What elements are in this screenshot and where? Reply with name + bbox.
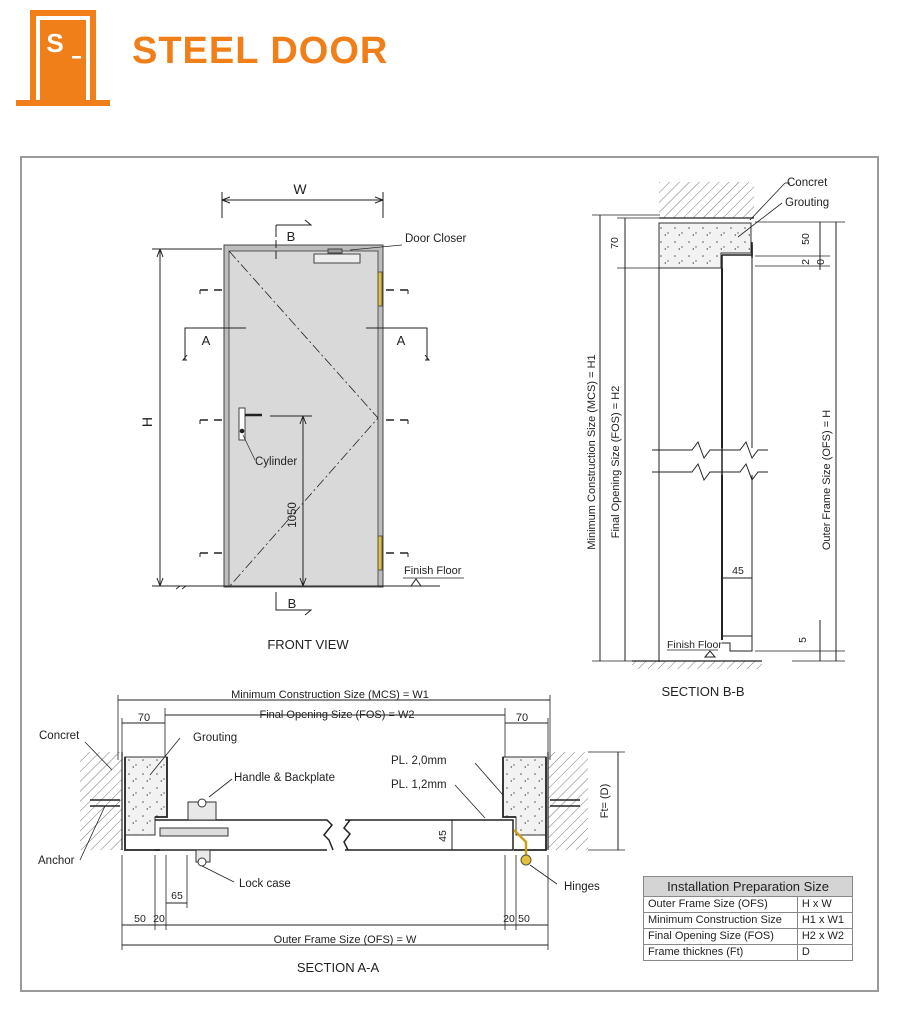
table-cell-label: Minimum Construction Size — [644, 913, 798, 929]
table-cell-value: H2 x W2 — [797, 929, 852, 945]
aa-dim-20-right: 20 — [503, 913, 515, 925]
table-cell-value: H x W — [797, 897, 852, 913]
table-cell-label: Frame thicknes (Ft) — [644, 945, 798, 961]
bb-fos-h2: Final Opening Size (FOS) = H2 — [610, 385, 622, 539]
aa-dim-65: 65 — [171, 890, 183, 902]
aa-ofs-w: Outer Frame Size (OFS) = W — [273, 934, 417, 946]
width-label: W — [293, 181, 307, 197]
table-row — [644, 897, 853, 913]
aa-fos-w2: Final Opening Size (FOS) = W2 — [259, 709, 415, 721]
cylinder-label: Cylinder — [255, 456, 298, 468]
aa-dim-70-left: 70 — [137, 712, 151, 724]
aa-dim-45: 45 — [437, 830, 449, 842]
aa-mcs-w1: Minimum Construction Size (MCS) = W1 — [231, 689, 429, 701]
table-cell-value: D — [797, 945, 852, 961]
bb-dim-0: 0 — [815, 259, 827, 265]
installation-table — [643, 876, 853, 961]
bb-dim-70: 70 — [609, 237, 621, 249]
section-a-left: A — [201, 333, 211, 348]
table-row — [644, 913, 853, 929]
aa-dim-20-left: 20 — [153, 913, 165, 925]
aa-ft-dim: Ft= (D) — [599, 783, 611, 819]
height-label: H — [139, 416, 155, 428]
bb-finish-floor: Finish Floor — [667, 639, 722, 651]
section-b-top: B — [286, 229, 296, 244]
section-aa-caption: SECTION A-A — [296, 960, 380, 975]
aa-pl12-label: PL. 1,2mm — [391, 779, 447, 791]
front-view-caption: FRONT VIEW — [267, 637, 349, 652]
aa-dim-70-right: 70 — [515, 712, 529, 724]
section-bb-caption: SECTION B-B — [661, 684, 745, 699]
table-title: Installation Preparation Size — [644, 877, 853, 897]
front-view — [152, 192, 464, 615]
aa-handle-backplate-label: Handle & Backplate — [234, 772, 336, 784]
bb-dim-50: 50 — [800, 233, 812, 245]
section-bb — [592, 182, 845, 669]
bb-dim-45: 45 — [732, 565, 744, 577]
table-row — [644, 929, 853, 945]
bb-mcs-h1: Minimum Construction Size (MCS) = H1 — [586, 354, 598, 550]
bb-concret-label: Concret — [787, 177, 828, 189]
aa-anchor-label: Anchor — [38, 855, 75, 867]
bb-dim-5: 5 — [797, 637, 809, 643]
aa-lock-case-label: Lock case — [239, 878, 291, 890]
bb-grouting-label: Grouting — [785, 197, 830, 209]
table-cell-label: Outer Frame Size (OFS) — [644, 897, 798, 913]
logo-letter: S — [46, 28, 64, 58]
section-aa — [80, 695, 625, 950]
aa-dim-50-left: 50 — [134, 913, 146, 925]
table-cell-value: H1 x W1 — [797, 913, 852, 929]
bb-dim-2: 2 — [800, 259, 812, 265]
bb-ofs-h: Outer Frame Size (OFS) = H — [821, 409, 833, 551]
page-title: STEEL DOOR — [132, 30, 389, 72]
finish-floor-label: Finish Floor — [404, 565, 462, 577]
section-b-bottom: B — [287, 596, 297, 611]
aa-dim-50-right: 50 — [518, 913, 530, 925]
table-cell-label: Final Opening Size (FOS) — [644, 929, 798, 945]
aa-pl20-label: PL. 2,0mm — [391, 755, 447, 767]
section-a-right: A — [396, 333, 406, 348]
table-row — [644, 945, 853, 961]
aa-concret-label: Concret — [39, 730, 80, 742]
handle-height-dim: 1050 — [287, 502, 299, 528]
aa-hinges-label: Hinges — [564, 881, 600, 893]
aa-grouting-label: Grouting — [193, 732, 238, 744]
door-closer-label: Door Closer — [405, 233, 467, 245]
